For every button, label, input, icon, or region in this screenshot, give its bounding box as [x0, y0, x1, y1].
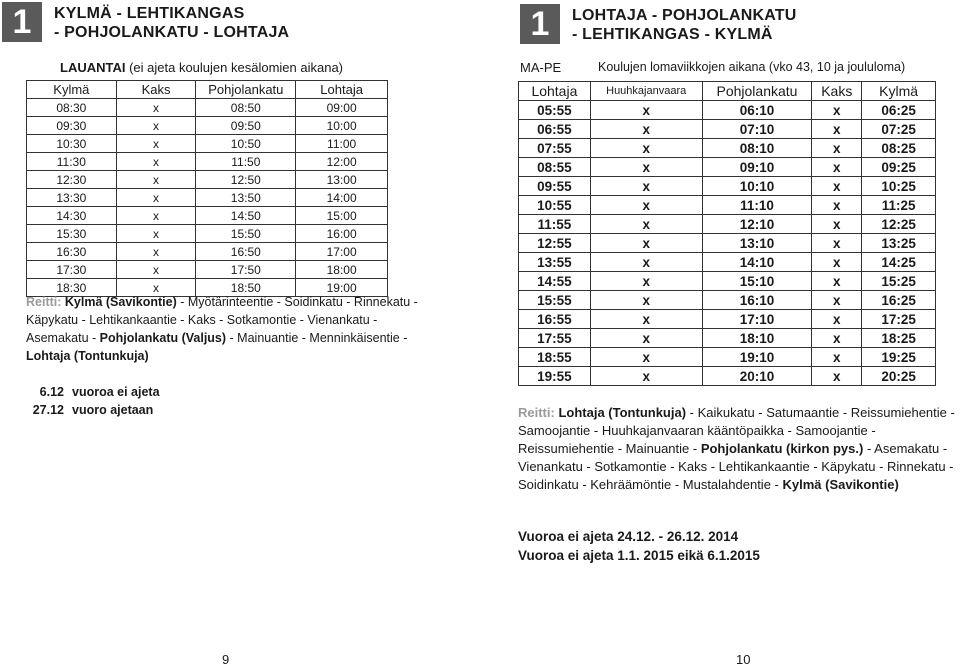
- no-service-line: Vuoroa ei ajeta 1.1. 2015 eikä 6.1.2015: [518, 548, 760, 563]
- route-number-badge: 1: [520, 4, 560, 44]
- table-cell: x: [590, 215, 702, 234]
- table-cell: 13:30: [27, 189, 117, 207]
- timetable-header-row: [27, 81, 388, 99]
- table-cell: 10:25: [862, 177, 936, 196]
- table-cell: 18:10: [702, 329, 812, 348]
- route-stop-bold: Pohjolankatu (Valjus): [99, 331, 227, 345]
- table-row: [27, 207, 388, 225]
- table-cell: x: [590, 139, 702, 158]
- table-cell: 11:30: [27, 153, 117, 171]
- table-cell: x: [812, 291, 862, 310]
- table-cell: x: [590, 272, 702, 291]
- table-cell: 19:25: [862, 348, 936, 367]
- table-cell: 07:55: [519, 139, 591, 158]
- table-row: [27, 135, 388, 153]
- table-cell: x: [590, 348, 702, 367]
- route-segment: - Kaikukatu - Satumaantie - Reissumiehentie - Samoojantie - Huuhkajanvaaran kääntöpaikka - Samoojantie - Reissumiehentie - Mainuantie -: [518, 405, 955, 456]
- table-row: [519, 196, 936, 215]
- table-cell: 14:30: [27, 207, 117, 225]
- no-service-line: Vuoroa ei ajeta 24.12. - 26.12. 2014: [518, 529, 739, 544]
- table-cell: 17:30: [27, 261, 117, 279]
- table-cell: 15:55: [519, 291, 591, 310]
- table-cell: 18:00: [296, 261, 388, 279]
- table-cell: x: [116, 171, 196, 189]
- table-cell: x: [116, 117, 196, 135]
- timetable-body: [27, 99, 388, 297]
- table-cell: 12:25: [862, 215, 936, 234]
- table-cell: 06:10: [702, 101, 812, 120]
- route-segment: - Myötärinteentie - Soidinkatu - Rinnekatu - Käpykatu - Lehtikankaantie - Kaks - Sotkamontie - Vienankatu - Asemakatu -: [26, 295, 418, 345]
- table-cell: 10:30: [27, 135, 117, 153]
- table-cell: x: [590, 310, 702, 329]
- note-row: [28, 401, 160, 419]
- table-cell: 10:10: [702, 177, 812, 196]
- table-cell: x: [590, 329, 702, 348]
- table-cell: 09:30: [27, 117, 117, 135]
- route-description: [518, 404, 958, 494]
- day-note: (ei ajeta koulujen kesälomien aikana): [125, 60, 343, 75]
- route-stop-bold: Lohtaja (Tontunkuja): [558, 405, 687, 420]
- table-cell: 15:25: [862, 272, 936, 291]
- table-cell: 20:10: [702, 367, 812, 386]
- table-cell: 11:10: [702, 196, 812, 215]
- page-number: 10: [736, 652, 751, 667]
- table-cell: x: [116, 279, 196, 297]
- table-cell: 11:00: [296, 135, 388, 153]
- timetable: [518, 81, 936, 386]
- table-cell: x: [590, 158, 702, 177]
- table-cell: x: [116, 261, 196, 279]
- route-title-line1: KYLMÄ - LEHTIKANGAS: [54, 5, 245, 22]
- table-row: [27, 171, 388, 189]
- route-title-line2: - LEHTIKANGAS - KYLMÄ: [572, 26, 773, 43]
- table-row: [519, 158, 936, 177]
- table-row: [27, 153, 388, 171]
- table-row: [519, 329, 936, 348]
- table-cell: 16:00: [296, 225, 388, 243]
- table-cell: 08:55: [519, 158, 591, 177]
- table-cell: 14:50: [196, 207, 296, 225]
- table-cell: x: [812, 177, 862, 196]
- table-cell: 14:00: [296, 189, 388, 207]
- table-cell: x: [812, 139, 862, 158]
- table-cell: 09:00: [296, 99, 388, 117]
- table-cell: x: [812, 272, 862, 291]
- route-segment: - Mainuantie - Menninkäisentie -: [226, 331, 408, 345]
- table-cell: x: [590, 101, 702, 120]
- day-label: MA-PE: [520, 60, 562, 75]
- table-cell: 09:50: [196, 117, 296, 135]
- table-row: [519, 367, 936, 386]
- table-cell: 17:00: [296, 243, 388, 261]
- column-header: Lohtaja: [296, 81, 388, 99]
- table-cell: 13:10: [702, 234, 812, 253]
- route-number-badge: 1: [2, 2, 42, 42]
- timetable: [26, 80, 388, 297]
- table-row: [27, 261, 388, 279]
- table-cell: 14:55: [519, 272, 591, 291]
- table-cell: x: [812, 158, 862, 177]
- table-cell: 13:25: [862, 234, 936, 253]
- table-cell: x: [812, 253, 862, 272]
- day-note: Koulujen lomaviikkojen aikana (vko 43, 10 ja joululoma): [598, 60, 906, 74]
- table-cell: x: [590, 177, 702, 196]
- table-cell: x: [812, 234, 862, 253]
- table-cell: x: [590, 120, 702, 139]
- table-cell: x: [812, 310, 862, 329]
- table-cell: x: [812, 329, 862, 348]
- table-cell: x: [812, 101, 862, 120]
- table-cell: 17:25: [862, 310, 936, 329]
- table-row: [519, 101, 936, 120]
- table-cell: x: [590, 253, 702, 272]
- table-cell: x: [116, 225, 196, 243]
- table-cell: 13:00: [296, 171, 388, 189]
- table-cell: 13:50: [196, 189, 296, 207]
- table-cell: 08:30: [27, 99, 117, 117]
- table-row: [519, 139, 936, 158]
- table-cell: 14:10: [702, 253, 812, 272]
- route-label: Reitti:: [26, 295, 62, 309]
- table-cell: 16:30: [27, 243, 117, 261]
- column-header: Pohjolankatu: [702, 82, 812, 101]
- table-cell: 09:25: [862, 158, 936, 177]
- table-cell: 06:55: [519, 120, 591, 139]
- notes: [28, 383, 160, 419]
- column-header: Pohjolankatu: [196, 81, 296, 99]
- table-cell: 14:25: [862, 253, 936, 272]
- table-cell: x: [590, 196, 702, 215]
- table-cell: x: [812, 348, 862, 367]
- table-cell: x: [116, 135, 196, 153]
- table-cell: 17:10: [702, 310, 812, 329]
- table-cell: 15:30: [27, 225, 117, 243]
- table-cell: 17:50: [196, 261, 296, 279]
- route-title: [54, 4, 289, 42]
- route-stop-bold: Lohtaja (Tontunkuja): [26, 349, 149, 363]
- route-description: [26, 293, 428, 365]
- table-row: [519, 120, 936, 139]
- table-cell: 20:25: [862, 367, 936, 386]
- table-cell: 18:50: [196, 279, 296, 297]
- note-date: 27.12: [32, 403, 64, 417]
- table-cell: 12:00: [296, 153, 388, 171]
- table-cell: x: [590, 291, 702, 310]
- table-cell: 19:10: [702, 348, 812, 367]
- table-cell: x: [812, 367, 862, 386]
- table-row: [519, 291, 936, 310]
- table-cell: x: [812, 120, 862, 139]
- column-header: Kylmä: [862, 82, 936, 101]
- table-cell: 17:55: [519, 329, 591, 348]
- table-cell: 15:10: [702, 272, 812, 291]
- note-date: 6.12: [39, 385, 64, 399]
- table-cell: 12:50: [196, 171, 296, 189]
- table-cell: x: [590, 234, 702, 253]
- table-cell: 10:50: [196, 135, 296, 153]
- table-cell: 07:10: [702, 120, 812, 139]
- note-text: vuoroa ei ajeta: [72, 385, 160, 399]
- table-cell: 19:55: [519, 367, 591, 386]
- day-caption: [60, 60, 343, 75]
- table-cell: 08:50: [196, 99, 296, 117]
- table-cell: 11:55: [519, 215, 591, 234]
- no-service-notes: [518, 527, 760, 565]
- table-cell: 07:25: [862, 120, 936, 139]
- table-cell: x: [116, 243, 196, 261]
- table-row: [519, 177, 936, 196]
- table-row: [519, 253, 936, 272]
- table-row: [519, 215, 936, 234]
- route-title-line1: LOHTAJA - POHJOLANKATU: [572, 7, 797, 24]
- table-row: [519, 234, 936, 253]
- column-header: Huuhkajanvaara: [590, 82, 702, 101]
- table-cell: 10:55: [519, 196, 591, 215]
- table-row: [27, 117, 388, 135]
- table-cell: x: [590, 367, 702, 386]
- table-cell: x: [116, 207, 196, 225]
- column-header: Kaks: [812, 82, 862, 101]
- table-cell: 13:55: [519, 253, 591, 272]
- table-cell: 18:55: [519, 348, 591, 367]
- table-row: [519, 310, 936, 329]
- column-header: Kaks: [116, 81, 196, 99]
- table-cell: 18:30: [27, 279, 117, 297]
- table-cell: 12:55: [519, 234, 591, 253]
- table-row: [519, 272, 936, 291]
- route-segment: - Asemakatu - Vienankatu - Sotkamontie - Kaks - Lehtikankaantie - Käpykatu - Rinnekatu - Soidinkatu - Kehräämöntie - Mustalahdentie -: [518, 441, 954, 492]
- route-title: [572, 6, 797, 44]
- table-cell: x: [812, 215, 862, 234]
- table-cell: x: [116, 99, 196, 117]
- table-cell: 05:55: [519, 101, 591, 120]
- day-label: LAUANTAI: [60, 60, 126, 75]
- table-cell: 06:25: [862, 101, 936, 120]
- route-label: Reitti:: [518, 405, 555, 420]
- table-cell: 12:10: [702, 215, 812, 234]
- table-cell: x: [116, 189, 196, 207]
- table-cell: 11:50: [196, 153, 296, 171]
- table-cell: x: [812, 196, 862, 215]
- table-cell: x: [116, 153, 196, 171]
- table-cell: 18:25: [862, 329, 936, 348]
- table-row: [27, 99, 388, 117]
- table-cell: 15:00: [296, 207, 388, 225]
- right-page: [480, 0, 960, 669]
- table-cell: 16:25: [862, 291, 936, 310]
- table-cell: 10:00: [296, 117, 388, 135]
- timetable-body: [519, 101, 936, 386]
- table-cell: 09:10: [702, 158, 812, 177]
- table-cell: 08:10: [702, 139, 812, 158]
- table-cell: 16:55: [519, 310, 591, 329]
- table-cell: 11:25: [862, 196, 936, 215]
- route-stop-bold: Kylmä (Savikontie): [782, 477, 899, 492]
- column-header: Lohtaja: [519, 82, 591, 101]
- table-cell: 15:50: [196, 225, 296, 243]
- table-row: [519, 348, 936, 367]
- route-stop-bold: Kylmä (Savikontie): [64, 295, 177, 309]
- column-header: Kylmä: [27, 81, 117, 99]
- table-cell: 16:10: [702, 291, 812, 310]
- route-title-line2: - POHJOLANKATU - LOHTAJA: [54, 24, 290, 41]
- table-row: [27, 225, 388, 243]
- timetable-header-row: [519, 82, 936, 101]
- table-row: [27, 243, 388, 261]
- page-number: 9: [222, 652, 230, 667]
- note-row: [28, 383, 160, 401]
- table-cell: 08:25: [862, 139, 936, 158]
- table-row: [27, 189, 388, 207]
- route-stop-bold: Pohjolankatu (kirkon pys.): [700, 441, 864, 456]
- table-cell: 19:00: [296, 279, 388, 297]
- table-cell: 09:55: [519, 177, 591, 196]
- table-cell: 16:50: [196, 243, 296, 261]
- note-text: vuoro ajetaan: [72, 403, 154, 417]
- table-cell: 12:30: [27, 171, 117, 189]
